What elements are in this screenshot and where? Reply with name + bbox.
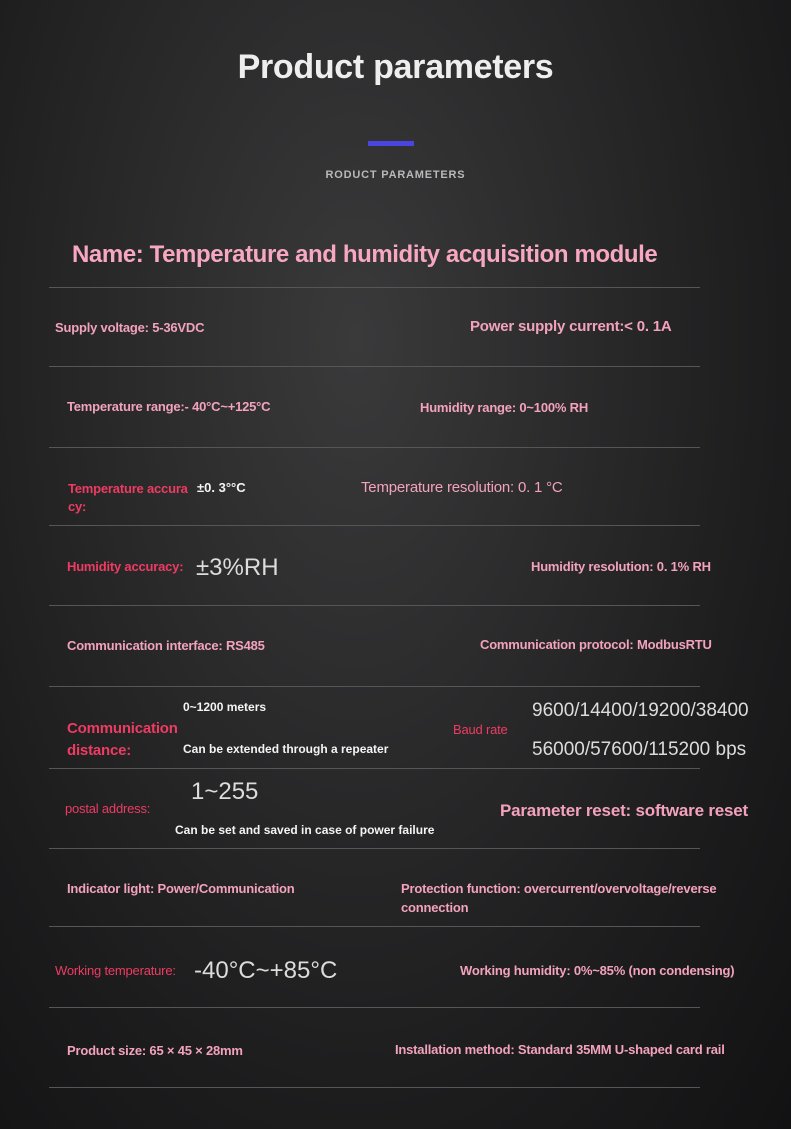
- temperature-resolution: Temperature resolution: 0. 1 °C: [361, 479, 563, 496]
- baud-rate-line-2: 56000/57600/115200 bps: [532, 739, 747, 760]
- supply-current: Power supply current:< 0. 1A: [470, 318, 672, 335]
- communication-distance-label: Communication: [67, 720, 178, 737]
- communication-distance-value: 0~1200 meters: [183, 700, 267, 714]
- row-divider: [49, 1087, 700, 1088]
- row-divider: [49, 686, 700, 687]
- temperature-accuracy-label: Temperature accura: [68, 481, 188, 496]
- humidity-resolution: Humidity resolution: 0. 1% RH: [531, 559, 711, 574]
- parameter-reset: Parameter reset: software reset: [500, 801, 748, 820]
- row-divider: [49, 926, 700, 927]
- humidity-accuracy-label: Humidity accuracy:: [67, 559, 184, 574]
- temperature-range: Temperature range:- 40°C~+125°C: [67, 399, 271, 414]
- working-humidity: Working humidity: 0%~85% (non condensing): [460, 963, 735, 978]
- working-temperature-label: Working temperature:: [55, 963, 176, 978]
- temperature-accuracy-value: ±0. 3°°C: [197, 480, 246, 495]
- supply-voltage: Supply voltage: 5-36VDC: [55, 320, 205, 335]
- row-divider: [49, 447, 700, 448]
- protection-function: Protection function: overcurrent/overvoltage/reverse connection: [401, 881, 717, 915]
- baud-rate-label: Baud rate: [453, 722, 508, 737]
- row-divider: [49, 768, 700, 769]
- postal-address-note: Can be set and saved in case of power failure: [175, 823, 435, 837]
- communication-distance-label-cont: distance:: [67, 742, 132, 759]
- communication-distance-note: Can be extended through a repeater: [183, 742, 389, 756]
- row-divider: [49, 366, 700, 367]
- temperature-accuracy-label-cont: cy:: [68, 499, 87, 514]
- row-divider: [49, 605, 700, 606]
- postal-address-label: postal address:: [65, 801, 151, 816]
- row-divider: [49, 1007, 700, 1008]
- baud-rate-line-1: 9600/14400/19200/38400: [532, 700, 749, 721]
- product-size: Product size: 65 × 45 × 28mm: [67, 1043, 243, 1058]
- indicator-light: Indicator light: Power/Communication: [67, 881, 295, 896]
- product-name: Name: Temperature and humidity acquisition module: [72, 241, 658, 268]
- row-divider: [49, 525, 700, 526]
- postal-address-value: 1~255: [191, 778, 259, 805]
- row-divider: [49, 287, 700, 288]
- installation-method: Installation method: Standard 35MM U-shaped card rail: [395, 1042, 725, 1057]
- humidity-range: Humidity range: 0~100% RH: [420, 400, 589, 415]
- humidity-accuracy-value: ±3%RH: [196, 554, 279, 581]
- page-subtitle: RODUCT PARAMETERS: [325, 169, 466, 181]
- page-title: Product parameters: [237, 48, 554, 86]
- communication-interface: Communication interface: RS485: [67, 638, 265, 653]
- communication-protocol: Communication protocol: ModbusRTU: [480, 637, 712, 652]
- working-temperature-value: -40°C~+85°C: [194, 957, 338, 984]
- row-divider: [49, 848, 700, 849]
- title-accent-bar: [368, 141, 414, 146]
